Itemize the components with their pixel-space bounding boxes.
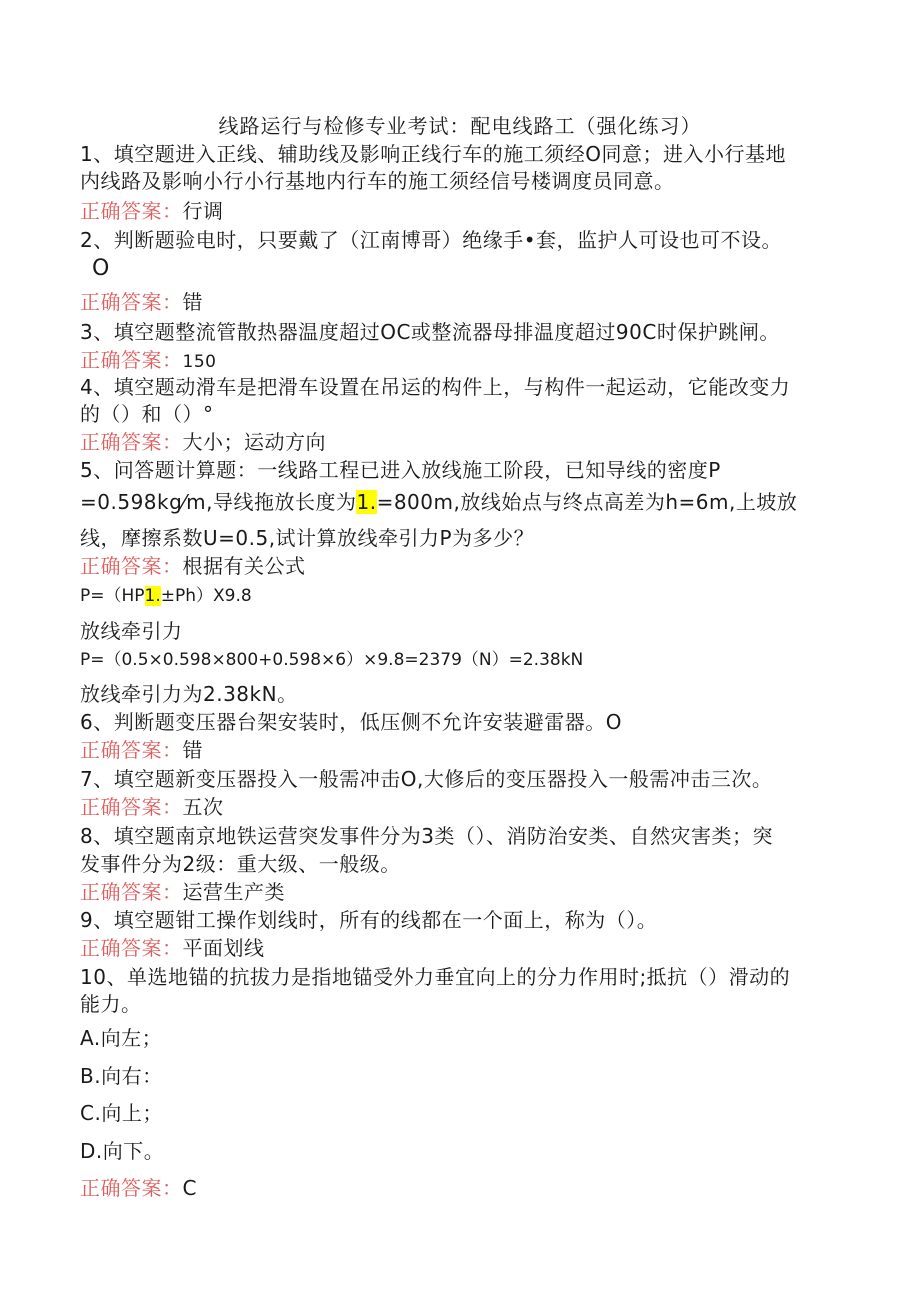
answer-value: 大小；运动方向: [182, 430, 326, 454]
formula-1-part-a: P=（HP: [80, 586, 145, 606]
answer-3: [80, 346, 840, 376]
page-title: 线路运行与检修专业考试：配电线路工（强化练习）: [218, 114, 702, 138]
option-c: C.向上；: [80, 1101, 163, 1125]
answer-label: 正确答案：: [80, 880, 183, 904]
answer-10: [80, 1174, 840, 1202]
answer-value: C: [182, 1176, 197, 1200]
question-9-line-1: 9、填空题钳工操作划线时，所有的线都在一个面上，称为（）。: [80, 908, 658, 932]
question-4-line-1: 4、填空题动滑车是把滑车设置在吊运的构件上，与构件一起运动，它能改变力: [80, 375, 791, 399]
answer-value: 平面划线: [182, 936, 265, 960]
answer-7: [80, 793, 840, 821]
formula-1-part-b: ±Ph）X9.8: [160, 586, 252, 606]
answer-label: 正确答案：: [80, 1176, 183, 1200]
question-5-line-1: 5、问答题计算题：一线路工程已进入放线施工阶段，已知导线的密度P: [80, 458, 721, 482]
answer-value: 150: [182, 352, 217, 372]
question-1-line-1: 1、填空题进入正线、辅助线及影响正线行车的施工须经O同意；进入小行基地: [80, 142, 786, 166]
highlight-mark: 1.: [144, 586, 161, 606]
answer-label: 正确答案：: [80, 554, 183, 578]
answer-label: 正确答案：: [80, 738, 183, 762]
question-6-line-1: 6、判断题变压器台架安装时，低压侧不允许安装避雷器。O: [80, 710, 622, 734]
question-5-line-2: [80, 488, 840, 516]
question-2-line-2: O: [92, 256, 110, 281]
answer-label: 正确答案：: [80, 199, 183, 223]
answer-9: [80, 934, 840, 962]
question-8-line-1: 8、填空题南京地铁运营突发事件分为3类（）、消防治安类、自然灾害类；突: [80, 824, 773, 848]
answer-value: 错: [182, 738, 203, 762]
answer-5-text-2: 放线牵引力: [80, 619, 183, 643]
question-5-line-2-part-b: =800m,放线始点与终点高差为h=6m,上坡放: [376, 490, 798, 514]
question-5-line-2-part-a: =0.598kg⁄m,导线拖放长度为: [80, 490, 357, 514]
answer-5: [80, 552, 840, 580]
question-8-line-2: 发事件分为2级：重大级、一般级。: [80, 852, 401, 876]
option-a: A.向左；: [80, 1026, 163, 1050]
question-5-line-3: 线，摩擦系数U=0.5,试计算放线牵引力P为多少？: [80, 526, 535, 550]
question-10-line-2: 能力。: [80, 992, 142, 1016]
answer-value: 根据有关公式: [182, 554, 306, 578]
answer-label: 正确答案：: [80, 430, 183, 454]
question-10-line-1: 10、单选地锚的抗拔力是指地锚受外力垂宜向上的分力作用时;抵抗（）滑动的: [80, 965, 791, 989]
formula-1: [80, 582, 840, 610]
option-d: D.向下。: [80, 1139, 165, 1163]
formula-2: P=（0.5×0.598×800+0.598×6）×9.8=2379（N）=2.38kN: [80, 650, 584, 670]
question-7-line-1: 7、填空题新变压器投入一般需冲击O,大修后的变压器投入一般需冲击三次。: [80, 767, 773, 791]
answer-label: 正确答案：: [80, 795, 183, 819]
option-b: B.向右：: [80, 1064, 163, 1088]
answer-8: [80, 878, 840, 906]
answer-5-text-3: 放线牵引力为2.38kN。: [80, 682, 298, 706]
answer-6: [80, 736, 840, 764]
answer-1: [80, 197, 840, 225]
answer-value: 运营生产类: [182, 880, 285, 904]
answer-4: [80, 428, 840, 456]
question-2-line-1: 2、判断题验电时，只要戴了（江南博哥）绝缘手•套，监护人可设也可不设。: [80, 228, 783, 252]
answer-label: 正确答案：: [80, 290, 183, 314]
question-3-line-1: 3、填空题整流管散热器温度超过OC或整流器母排温度超过90C时保护跳闸。: [80, 320, 780, 344]
answer-value: 五次: [182, 795, 224, 819]
question-4-line-2: 的（）和（）°: [80, 402, 214, 426]
answer-label: 正确答案：: [80, 348, 183, 372]
question-1-line-2: 内线路及影响小行小行基地内行车的施工须经信号楼调度员同意。: [80, 169, 675, 193]
highlight-mark: 1.: [356, 490, 377, 514]
answer-value: 错: [182, 290, 203, 314]
answer-2: [80, 288, 840, 316]
answer-label: 正确答案：: [80, 936, 183, 960]
answer-value: 行调: [182, 199, 224, 223]
